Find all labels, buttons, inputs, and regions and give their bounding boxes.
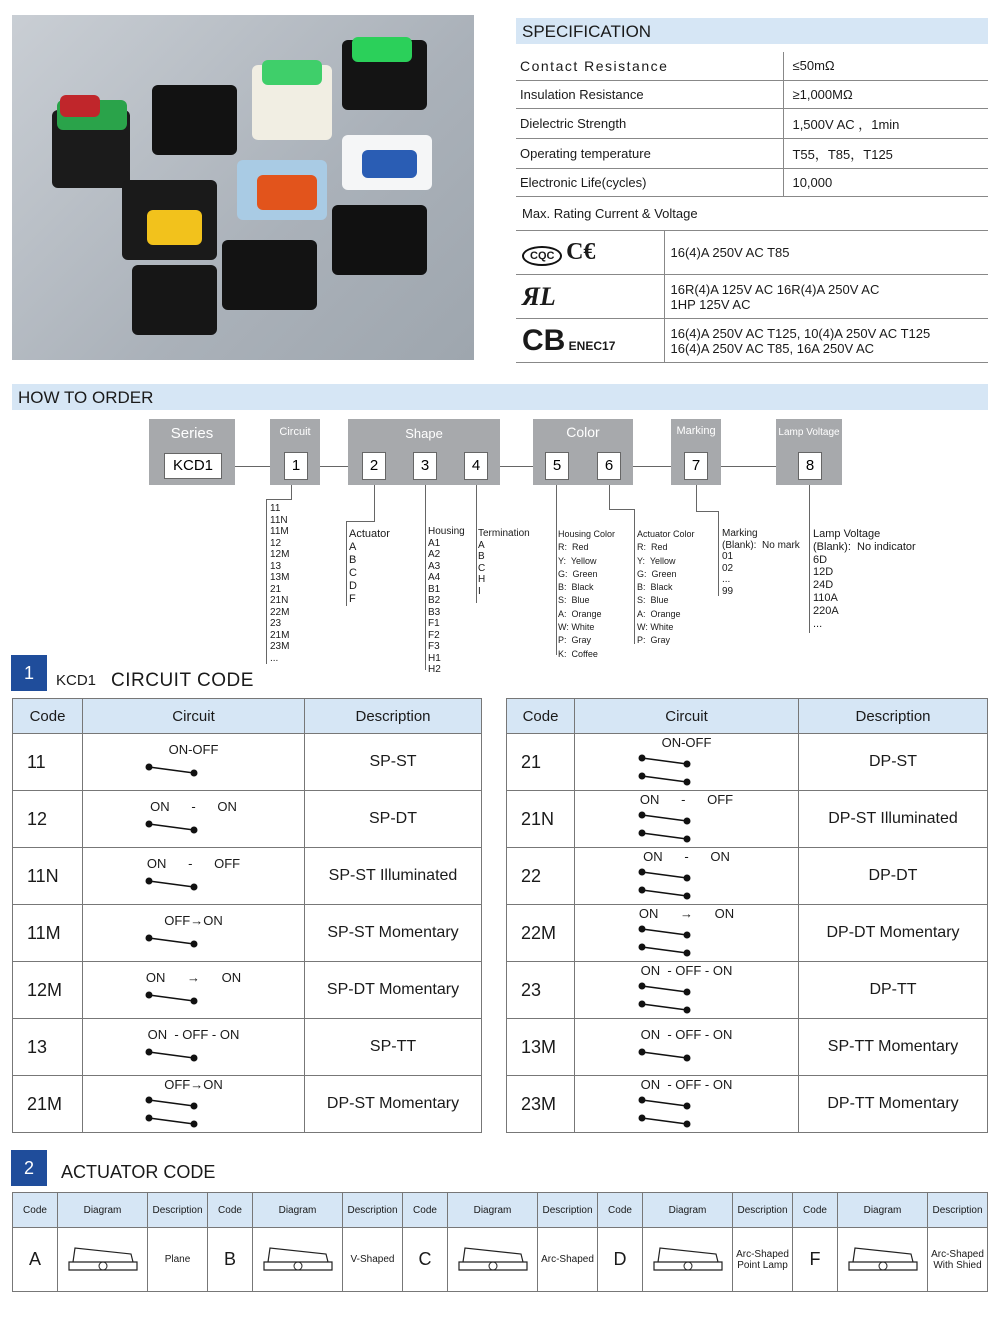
actuator-description: V-Shaped	[343, 1228, 403, 1292]
series-value: KCD1	[164, 453, 222, 479]
actuator-code: C	[403, 1228, 448, 1292]
circuit-cell	[575, 791, 799, 848]
circuit-label: ON → ON	[638, 906, 735, 921]
color-box: Color	[533, 419, 633, 485]
circuit-description: SP-ST Momentary	[305, 905, 482, 962]
housing-color-options: Housing Color R: Red Y: Yellow G: Green B: Black S: Blue A: Orange W: White P: Gray K: Coffee	[558, 529, 616, 659]
circuit-cell	[575, 848, 799, 905]
actuator-diagram	[643, 1228, 733, 1292]
spec-label: Dielectric Strength	[516, 108, 784, 138]
rocker-diagram	[65, 1238, 141, 1278]
order-num: 1	[284, 452, 308, 480]
circuit-description: DP-DT	[799, 848, 988, 905]
circuit-code: 23M	[507, 1076, 575, 1133]
series-box: Series	[149, 419, 235, 485]
circuit-table-right: Code Circuit Description 21 ON-OFF DP-ST 21N ON - OFF DP-ST Illuminated 22 ON - ON DP-DT 22M ON → ON DP-DT Momentary 23 ON - OFF - ON DP-TT 13M ON - OFF - ON SP-TT Momentary 23M ON - OFF - ON DP-TT Momentary	[506, 698, 988, 1133]
actuator-header: Description	[343, 1193, 403, 1228]
circuit-label: OFF→ON	[164, 913, 223, 928]
housing-options: Housing A1 A2 A3 A4 B1 B2 B3 F1 F2 F3 H1 H2	[428, 526, 465, 675]
actuator-header: Description	[928, 1193, 988, 1228]
circuit-code: 13	[13, 1019, 83, 1076]
actuator-header: Description	[538, 1193, 598, 1228]
circuit-diagram	[632, 864, 742, 900]
circuit-label: ON-OFF	[168, 742, 219, 757]
circuit-diagram	[139, 1042, 249, 1064]
spec-row	[516, 138, 988, 168]
actuator-description: Arc-Shaped With Shied	[928, 1228, 988, 1292]
circuit-label: ON - OFF	[146, 856, 241, 871]
circuit-code: 13M	[507, 1019, 575, 1076]
table-row	[507, 791, 988, 848]
actuator-diagram	[253, 1228, 343, 1292]
spec-label: Operating temperature	[516, 138, 784, 168]
order-num: 3	[413, 452, 437, 480]
circuit-code: 11M	[13, 905, 83, 962]
circuit-label: ON → ON	[145, 970, 242, 985]
circuit-code: 11N	[13, 848, 83, 905]
actuator-header: Description	[733, 1193, 793, 1228]
actuator-title: ACTUATOR CODE	[61, 1162, 216, 1182]
termination-options: Termination A B C H I	[478, 528, 530, 597]
circuit-code: 11	[13, 734, 83, 791]
circuit-cell	[575, 734, 799, 791]
table-row	[13, 905, 482, 962]
marking-options: Marking (Blank): No mark 01 02 ... 99	[722, 528, 800, 597]
circuit-cell	[575, 1076, 799, 1133]
spec-row	[516, 80, 988, 108]
circuit-diagram	[632, 807, 742, 843]
circuit-label: ON - ON	[643, 849, 730, 864]
circuit-label: ON - OFF - ON	[640, 1027, 733, 1042]
actuator-header: Diagram	[58, 1193, 148, 1228]
circuit-label: ON - OFF	[639, 792, 734, 807]
cb-enec-logo: CB ENEC17	[516, 319, 664, 363]
table-row	[13, 1076, 482, 1133]
table-row	[13, 1019, 482, 1076]
circuit-label: ON - OFF - ON	[640, 963, 733, 978]
spec-row	[516, 168, 988, 196]
actuator-color-options: Actuator Color R: Red Y: Yellow G: Green B: Black S: Blue A: Orange W: White P: Gray	[637, 529, 695, 646]
circuit-diagram	[139, 1092, 249, 1128]
circuit-description: DP-ST Momentary	[305, 1076, 482, 1133]
actuator-code: B	[208, 1228, 253, 1292]
circuit-cell	[83, 905, 305, 962]
cqc-ce-logo: CQC C€	[516, 231, 664, 275]
spec-row	[516, 108, 988, 138]
circuit-cell	[83, 1076, 305, 1133]
lamp-box: Lamp Voltage	[776, 419, 842, 485]
circuit-diagram	[139, 928, 249, 950]
actuator-diagram	[448, 1228, 538, 1292]
order-num: 5	[545, 452, 569, 480]
section-number: 1	[11, 655, 47, 691]
table-row	[507, 905, 988, 962]
circuit-title: CIRCUIT CODE	[111, 670, 254, 691]
order-num: 4	[464, 452, 488, 480]
actuator-description: Plane	[148, 1228, 208, 1292]
spec-value: 10,000	[784, 168, 988, 196]
spec-value: 1,500V AC ，1min	[784, 108, 988, 138]
circuit-code: 21M	[13, 1076, 83, 1133]
circuit-diagram	[139, 985, 249, 1007]
circuit-code: 23	[507, 962, 575, 1019]
circuit-description: SP-ST Illuminated	[305, 848, 482, 905]
circuit-label: OFF→ON	[164, 1077, 223, 1092]
spec-label: Contact Resistance	[516, 52, 784, 80]
circuit-code: 22	[507, 848, 575, 905]
circuit-diagram	[632, 1042, 742, 1064]
actuator-header: Diagram	[253, 1193, 343, 1228]
circuit-code: 12	[13, 791, 83, 848]
actuator-options: Actuator A B C D F	[349, 528, 390, 605]
table-row	[13, 734, 482, 791]
table-row	[13, 962, 482, 1019]
circuit-options: 11 11N 11M 12 12M 13 13M 21 21N 22M 23 21M 23M ...	[270, 503, 290, 664]
circuit-description: DP-TT	[799, 962, 988, 1019]
actuator-diagram	[58, 1228, 148, 1292]
rocker-diagram	[845, 1238, 921, 1278]
circuit-prefix: KCD1	[56, 672, 97, 689]
section-number: 2	[11, 1150, 47, 1186]
circuit-cell	[575, 962, 799, 1019]
order-num: 2	[362, 452, 386, 480]
circuit-description: DP-ST Illuminated	[799, 791, 988, 848]
actuator-header: Diagram	[643, 1193, 733, 1228]
actuator-header: Description	[148, 1193, 208, 1228]
order-heading: HOW TO ORDER	[12, 384, 988, 410]
circuit-cell	[575, 905, 799, 962]
circuit-description: SP-DT Momentary	[305, 962, 482, 1019]
spec-heading: SPECIFICATION	[516, 18, 988, 44]
order-num: 7	[684, 452, 708, 480]
actuator-description: Arc-Shaped Point Lamp	[733, 1228, 793, 1292]
cert-text: 16(4)A 250V AC T125, 10(4)A 250V AC T125 16(4)A 250V AC T85, 16A 250V AC	[664, 319, 988, 363]
actuator-header: Diagram	[838, 1193, 928, 1228]
spec-label: Electronic Life(cycles)	[516, 168, 784, 196]
circuit-label: ON - OFF - ON	[147, 1027, 240, 1042]
circuit-cell	[83, 1019, 305, 1076]
actuator-header: Code	[208, 1193, 253, 1228]
circuit-cell	[83, 791, 305, 848]
circuit-cell	[83, 848, 305, 905]
circuit-description: SP-DT	[305, 791, 482, 848]
spec-value: T55，T85，T125	[784, 138, 988, 168]
actuator-header: Code	[403, 1193, 448, 1228]
circuit-diagram	[632, 921, 742, 957]
shape-box: Shape	[348, 419, 500, 485]
order-num: 8	[798, 452, 822, 480]
table-row	[13, 848, 482, 905]
circuit-label: ON - OFF - ON	[640, 1077, 733, 1092]
circuit-diagram	[632, 1092, 742, 1128]
circuit-description: DP-TT Momentary	[799, 1076, 988, 1133]
circuit-diagram	[139, 757, 249, 779]
circuit-cell	[83, 962, 305, 1019]
circuit-code: 12M	[13, 962, 83, 1019]
cert-text: 16R(4)A 125V AC 16R(4)A 250V AC 1HP 125V AC	[664, 275, 988, 319]
circuit-description: SP-TT	[305, 1019, 482, 1076]
actuator-header: Code	[793, 1193, 838, 1228]
rocker-diagram	[650, 1238, 726, 1278]
ul-logo: ЯL	[516, 275, 664, 319]
rocker-diagram	[260, 1238, 336, 1278]
circuit-description: DP-ST	[799, 734, 988, 791]
table-row	[507, 1019, 988, 1076]
circuit-diagram	[139, 871, 249, 893]
actuator-header: Diagram	[448, 1193, 538, 1228]
spec-value: ≥1,000MΩ	[784, 80, 988, 108]
spec-value: ≤50mΩ	[784, 52, 988, 80]
actuator-table	[12, 1192, 988, 1292]
spec-label: Insulation Resistance	[516, 80, 784, 108]
circuit-cell	[83, 734, 305, 791]
circuit-code: 22M	[507, 905, 575, 962]
circuit-diagram	[632, 750, 742, 786]
actuator-code: F	[793, 1228, 838, 1292]
circuit-description: SP-ST	[305, 734, 482, 791]
order-num: 6	[597, 452, 621, 480]
circuit-table-left: Code Circuit Description 11 ON-OFF SP-ST 12 ON - ON SP-DT 11N ON - OFF SP-ST Illuminated 11M OFF→ON SP-ST Momentary 12M ON → ON SP-DT Momentary 13 ON - OFF - ON SP-TT 21M OFF→ON DP-ST Momentary	[12, 698, 482, 1133]
actuator-code: A	[13, 1228, 58, 1292]
table-row	[507, 734, 988, 791]
product-photo	[12, 15, 474, 360]
cert-text: 16(4)A 250V AC T85	[664, 231, 988, 275]
actuator-description: Arc-Shaped	[538, 1228, 598, 1292]
cert-table	[516, 230, 988, 363]
table-row	[13, 791, 482, 848]
spec-table	[516, 52, 988, 197]
circuit-label: ON - ON	[150, 799, 237, 814]
circuit-cell	[575, 1019, 799, 1076]
rocker-diagram	[455, 1238, 531, 1278]
actuator-header: Code	[598, 1193, 643, 1228]
table-row	[507, 848, 988, 905]
circuit-box: Circuit	[270, 419, 320, 485]
circuit-code: 21	[507, 734, 575, 791]
max-rating-label: Max. Rating Current & Voltage	[522, 206, 698, 221]
spec-row	[516, 52, 988, 80]
circuit-code: 21N	[507, 791, 575, 848]
marking-box: Marking	[671, 419, 721, 485]
lamp-options: Lamp Voltage (Blank): No indicator 6D 12D 24D 110A 220A ...	[813, 528, 916, 630]
table-row	[507, 962, 988, 1019]
circuit-diagram	[632, 978, 742, 1014]
actuator-diagram	[838, 1228, 928, 1292]
circuit-label: ON-OFF	[661, 735, 712, 750]
actuator-header: Code	[13, 1193, 58, 1228]
table-row	[507, 1076, 988, 1133]
circuit-description: DP-DT Momentary	[799, 905, 988, 962]
circuit-description: SP-TT Momentary	[799, 1019, 988, 1076]
actuator-code: D	[598, 1228, 643, 1292]
circuit-diagram	[139, 814, 249, 836]
